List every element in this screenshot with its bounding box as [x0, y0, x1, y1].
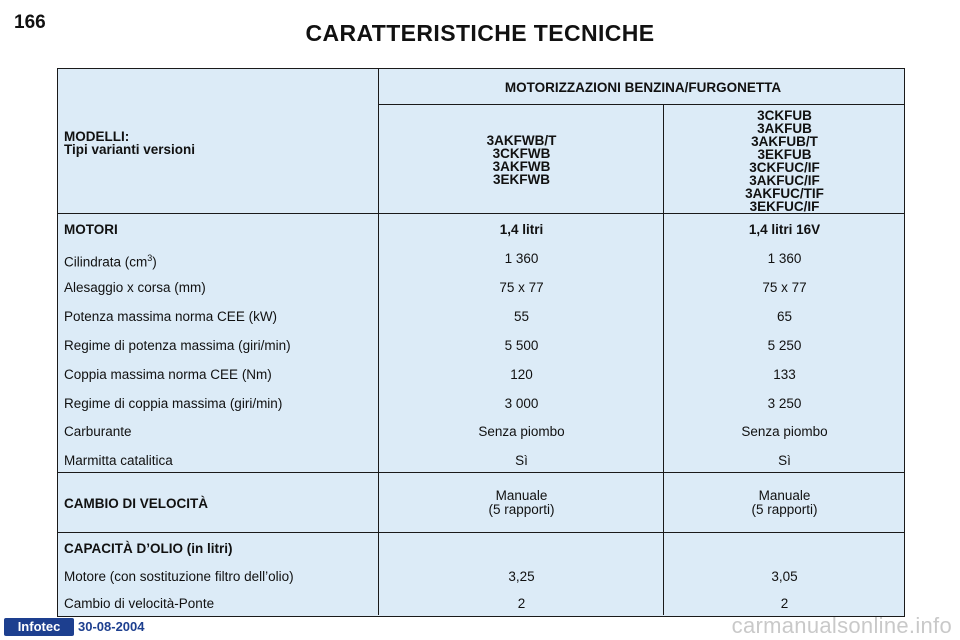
- row-label: Potenza massima norma CEE (kW): [64, 309, 278, 324]
- spec-table: [57, 68, 905, 617]
- model-code: 3AKFUB: [757, 121, 812, 136]
- row-label: Marmitta catalitica: [64, 453, 173, 468]
- row-value-b: 133: [773, 367, 796, 382]
- row-value-a: Senza piombo: [478, 424, 565, 439]
- superscript: 3: [147, 253, 153, 263]
- page-title: CARATTERISTICHE TECNICHE: [305, 20, 655, 46]
- table-row: [58, 396, 906, 416]
- row-label: Alesaggio x corsa (mm): [64, 280, 206, 295]
- row-value-a: 55: [513, 309, 530, 324]
- row-label: Coppia massima norma CEE (Nm): [64, 367, 272, 382]
- infotec-logo: Infotec: [4, 618, 74, 636]
- table-row: [58, 569, 906, 589]
- model-code: 3CKFUC/IF: [749, 160, 820, 175]
- model-code: 3AKFWB: [492, 159, 551, 174]
- table-row: [58, 280, 906, 300]
- row-value-b: 1 360: [767, 251, 802, 266]
- row-label: Regime di coppia massima (giri/min): [64, 396, 283, 411]
- divider-group-header: [378, 104, 904, 105]
- engines-header: MOTORI: [64, 222, 118, 237]
- row-value-b: 3,05: [771, 569, 798, 584]
- oil-header: CAPACITÀ D’OLIO (in litri): [64, 541, 233, 556]
- col-b-models: [663, 109, 906, 213]
- row-value-a: 2: [517, 596, 526, 611]
- models-label: MODELLI:: [64, 129, 130, 144]
- gearbox-a-line2: (5 rapporti): [488, 502, 555, 517]
- group-header: MOTORIZZAZIONI BENZINA/FURGONETTA: [504, 80, 782, 95]
- row-label: Cambio di velocità-Ponte: [64, 596, 215, 611]
- table-row: [58, 367, 906, 387]
- row-value-b: 3 250: [767, 396, 802, 411]
- table-row: [58, 338, 906, 358]
- row-value-a: 120: [510, 367, 533, 382]
- model-code: 3AKFWB/T: [486, 133, 557, 148]
- page-number: 166: [14, 12, 46, 33]
- row-value-a: 1 360: [504, 251, 539, 266]
- gearbox-b: [663, 489, 906, 517]
- row-value-a: 3 000: [504, 396, 539, 411]
- row-value-b: 2: [780, 596, 789, 611]
- model-code: 3AKFUB/T: [751, 134, 818, 149]
- divider-gearbox: [58, 532, 904, 533]
- row-value-b: 5 250: [767, 338, 802, 353]
- row-value-a: 3,25: [508, 569, 535, 584]
- model-code: 3EKFUC/IF: [749, 199, 820, 214]
- gearbox-b-line2: (5 rapporti): [751, 502, 818, 517]
- row-value-b: Sì: [778, 453, 791, 468]
- models-sublabel: Tipi varianti versioni: [64, 142, 196, 157]
- row-label: Motore (con sostituzione filtro dell’olio): [64, 569, 294, 584]
- model-code: 3AKFUC/TIF: [745, 186, 824, 201]
- model-code: 3EKFUB: [757, 147, 812, 162]
- row-label-text: Cilindrata (cm: [64, 254, 148, 270]
- model-code: 3AKFUC/IF: [749, 173, 820, 188]
- engine-b-name: 1,4 litri 16V: [748, 222, 821, 237]
- row-value-b: Senza piombo: [741, 424, 828, 439]
- gearbox-b-line1: Manuale: [758, 488, 811, 503]
- row-value-a: 5 500: [504, 338, 539, 353]
- row-label: [64, 251, 374, 270]
- table-row: [58, 222, 906, 242]
- row-value-b: 65: [776, 309, 793, 324]
- row-value-a: Sì: [515, 453, 528, 468]
- model-code: 3CKFWB: [492, 146, 551, 161]
- table-row: [58, 453, 906, 473]
- table-row: [58, 309, 906, 329]
- row-value-b: 75 x 77: [762, 280, 807, 295]
- col-a-models: [380, 134, 663, 186]
- model-code: 3CKFUB: [757, 108, 812, 123]
- watermark: carmanualsonline.info: [731, 613, 952, 638]
- model-code: 3EKFWB: [493, 172, 550, 187]
- table-row: [58, 424, 906, 444]
- row-value-a: 75 x 77: [499, 280, 544, 295]
- gearbox-a: [380, 489, 663, 517]
- table-row: [58, 251, 906, 271]
- footer-date: 30-08-2004: [78, 619, 145, 634]
- row-label-end: ): [152, 254, 157, 270]
- row-label: Carburante: [64, 424, 132, 439]
- engine-a-name: 1,4 litri: [499, 222, 544, 237]
- gearbox-header: CAMBIO DI VELOCITÀ: [64, 496, 208, 511]
- row-label: Regime di potenza massima (giri/min): [64, 338, 291, 353]
- gearbox-a-line1: Manuale: [495, 488, 548, 503]
